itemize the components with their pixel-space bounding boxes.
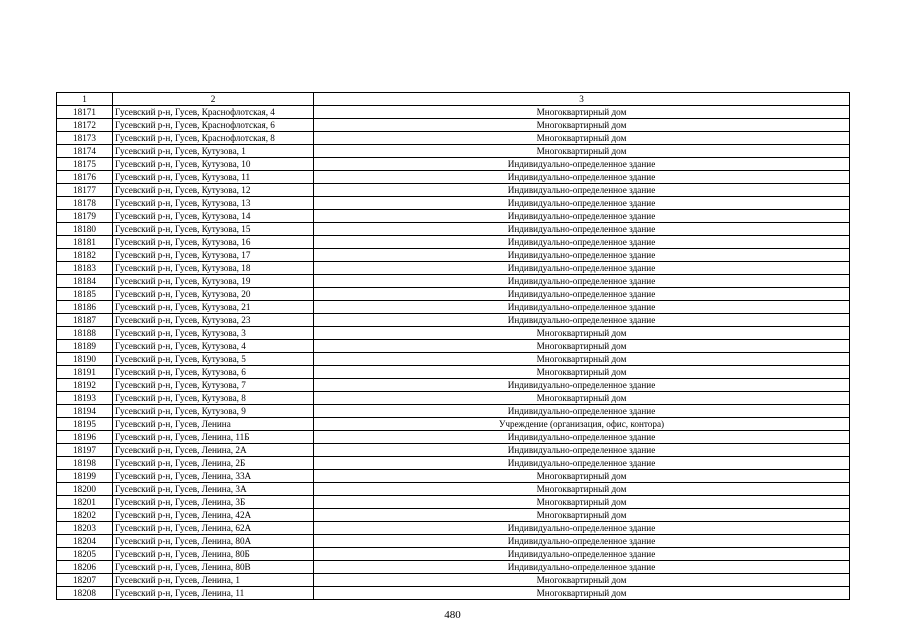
address-cell: Гусевский р-н, Гусев, Ленина, 3Б bbox=[113, 496, 314, 509]
row-number-cell: 18196 bbox=[57, 431, 113, 444]
address-cell: Гусевский р-н, Гусев, Кутузова, 12 bbox=[113, 184, 314, 197]
row-number-cell: 18187 bbox=[57, 314, 113, 327]
address-cell: Гусевский р-н, Гусев, Краснофлотская, 6 bbox=[113, 119, 314, 132]
address-cell: Гусевский р-н, Гусев, Кутузова, 19 bbox=[113, 275, 314, 288]
table-row bbox=[57, 275, 850, 288]
row-number-cell: 18203 bbox=[57, 522, 113, 535]
building-type-cell: Индивидуально-определенное здание bbox=[314, 288, 850, 301]
building-type-cell: Многоквартирный дом bbox=[314, 470, 850, 483]
row-number-cell: 18171 bbox=[57, 106, 113, 119]
table-row bbox=[57, 561, 850, 574]
building-type-cell: Многоквартирный дом bbox=[314, 327, 850, 340]
table-row bbox=[57, 548, 850, 561]
address-cell: Гусевский р-н, Гусев, Кутузова, 20 bbox=[113, 288, 314, 301]
row-number-cell: 18182 bbox=[57, 249, 113, 262]
row-number-cell: 18192 bbox=[57, 379, 113, 392]
address-cell: Гусевский р-н, Гусев, Ленина, 42А bbox=[113, 509, 314, 522]
table-row bbox=[57, 366, 850, 379]
address-cell: Гусевский р-н, Гусев, Ленина, 80Б bbox=[113, 548, 314, 561]
table-row bbox=[57, 132, 850, 145]
address-cell: Гусевский р-н, Гусев, Ленина, 11Б bbox=[113, 431, 314, 444]
row-number-cell: 18207 bbox=[57, 574, 113, 587]
row-number-cell: 18197 bbox=[57, 444, 113, 457]
building-type-cell: Многоквартирный дом bbox=[314, 574, 850, 587]
address-cell: Гусевский р-н, Гусев, Краснофлотская, 8 bbox=[113, 132, 314, 145]
table-row bbox=[57, 327, 850, 340]
building-type-cell: Индивидуально-определенное здание bbox=[314, 548, 850, 561]
row-number-cell: 18183 bbox=[57, 262, 113, 275]
address-cell: Гусевский р-н, Гусев, Кутузова, 17 bbox=[113, 249, 314, 262]
building-type-cell: Индивидуально-определенное здание bbox=[314, 223, 850, 236]
address-cell: Гусевский р-н, Гусев, Кутузова, 11 bbox=[113, 171, 314, 184]
building-type-cell: Индивидуально-определенное здание bbox=[314, 184, 850, 197]
building-type-cell: Многоквартирный дом bbox=[314, 106, 850, 119]
registry-table-body bbox=[57, 93, 850, 600]
address-cell: Гусевский р-н, Гусев, Ленина, 1 bbox=[113, 574, 314, 587]
table-row bbox=[57, 197, 850, 210]
building-type-cell: Индивидуально-определенное здание bbox=[314, 171, 850, 184]
row-number-cell: 18177 bbox=[57, 184, 113, 197]
table-row bbox=[57, 574, 850, 587]
row-number-cell: 18199 bbox=[57, 470, 113, 483]
table-row bbox=[57, 210, 850, 223]
address-cell: Гусевский р-н, Гусев, Ленина, 2Б bbox=[113, 457, 314, 470]
address-cell: Гусевский р-н, Гусев, Краснофлотская, 4 bbox=[113, 106, 314, 119]
building-type-cell: Многоквартирный дом bbox=[314, 340, 850, 353]
table-row bbox=[57, 236, 850, 249]
row-number-cell: 18195 bbox=[57, 418, 113, 431]
row-number-cell: 18202 bbox=[57, 509, 113, 522]
address-cell: Гусевский р-н, Гусев, Кутузова, 8 bbox=[113, 392, 314, 405]
table-row bbox=[57, 392, 850, 405]
address-cell: Гусевский р-н, Гусев, Кутузова, 7 bbox=[113, 379, 314, 392]
header-col-2: 2 bbox=[113, 93, 314, 106]
address-cell: Гусевский р-н, Гусев, Кутузова, 3 bbox=[113, 327, 314, 340]
building-type-cell: Индивидуально-определенное здание bbox=[314, 405, 850, 418]
page-number: 480 bbox=[444, 609, 461, 621]
building-type-cell: Многоквартирный дом bbox=[314, 496, 850, 509]
row-number-cell: 18172 bbox=[57, 119, 113, 132]
table-row bbox=[57, 262, 850, 275]
row-number-cell: 18205 bbox=[57, 548, 113, 561]
building-type-cell: Многоквартирный дом bbox=[314, 132, 850, 145]
building-type-cell: Многоквартирный дом bbox=[314, 145, 850, 158]
address-cell: Гусевский р-н, Гусев, Кутузова, 4 bbox=[113, 340, 314, 353]
building-type-cell: Индивидуально-определенное здание bbox=[314, 444, 850, 457]
table-row bbox=[57, 535, 850, 548]
address-cell: Гусевский р-н, Гусев, Кутузова, 10 bbox=[113, 158, 314, 171]
table-row bbox=[57, 223, 850, 236]
row-number-cell: 18193 bbox=[57, 392, 113, 405]
table-row bbox=[57, 158, 850, 171]
building-type-cell: Индивидуально-определенное здание bbox=[314, 197, 850, 210]
table-row bbox=[57, 145, 850, 158]
document-sheet bbox=[56, 92, 849, 600]
table-row bbox=[57, 405, 850, 418]
building-type-cell: Индивидуально-определенное здание bbox=[314, 431, 850, 444]
building-type-cell: Многоквартирный дом bbox=[314, 483, 850, 496]
address-cell: Гусевский р-н, Гусев, Ленина, 2А bbox=[113, 444, 314, 457]
table-row bbox=[57, 340, 850, 353]
row-number-cell: 18179 bbox=[57, 210, 113, 223]
address-cell: Гусевский р-н, Гусев, Ленина, 80В bbox=[113, 561, 314, 574]
row-number-cell: 18198 bbox=[57, 457, 113, 470]
row-number-cell: 18184 bbox=[57, 275, 113, 288]
building-type-cell: Индивидуально-определенное здание bbox=[314, 314, 850, 327]
address-cell: Гусевский р-н, Гусев, Кутузова, 9 bbox=[113, 405, 314, 418]
address-cell: Гусевский р-н, Гусев, Ленина, 11 bbox=[113, 587, 314, 600]
row-number-cell: 18181 bbox=[57, 236, 113, 249]
table-header-row bbox=[57, 93, 850, 106]
table-row bbox=[57, 522, 850, 535]
address-cell: Гусевский р-н, Гусев, Кутузова, 13 bbox=[113, 197, 314, 210]
building-type-cell: Многоквартирный дом bbox=[314, 392, 850, 405]
row-number-cell: 18201 bbox=[57, 496, 113, 509]
row-number-cell: 18178 bbox=[57, 197, 113, 210]
address-cell: Гусевский р-н, Гусев, Кутузова, 18 bbox=[113, 262, 314, 275]
building-type-cell: Индивидуально-определенное здание bbox=[314, 379, 850, 392]
table-row bbox=[57, 457, 850, 470]
row-number-cell: 18188 bbox=[57, 327, 113, 340]
table-row bbox=[57, 171, 850, 184]
building-type-cell: Многоквартирный дом bbox=[314, 587, 850, 600]
row-number-cell: 18190 bbox=[57, 353, 113, 366]
table-row bbox=[57, 353, 850, 366]
building-type-cell: Индивидуально-определенное здание bbox=[314, 262, 850, 275]
building-type-cell: Многоквартирный дом bbox=[314, 366, 850, 379]
table-row bbox=[57, 184, 850, 197]
header-col-3: 3 bbox=[314, 93, 850, 106]
building-type-cell: Индивидуально-определенное здание bbox=[314, 249, 850, 262]
address-cell: Гусевский р-н, Гусев, Кутузова, 23 bbox=[113, 314, 314, 327]
table-row bbox=[57, 444, 850, 457]
row-number-cell: 18186 bbox=[57, 301, 113, 314]
address-cell: Гусевский р-н, Гусев, Кутузова, 1 bbox=[113, 145, 314, 158]
table-row bbox=[57, 509, 850, 522]
address-cell: Гусевский р-н, Гусев, Ленина, 33А bbox=[113, 470, 314, 483]
table-row bbox=[57, 119, 850, 132]
row-number-cell: 18204 bbox=[57, 535, 113, 548]
building-type-cell: Многоквартирный дом bbox=[314, 509, 850, 522]
table-row bbox=[57, 301, 850, 314]
table-row bbox=[57, 418, 850, 431]
building-type-cell: Индивидуально-определенное здание bbox=[314, 301, 850, 314]
building-type-cell: Индивидуально-определенное здание bbox=[314, 561, 850, 574]
table-row bbox=[57, 483, 850, 496]
address-cell: Гусевский р-н, Гусев, Кутузова, 15 bbox=[113, 223, 314, 236]
building-type-cell: Многоквартирный дом bbox=[314, 353, 850, 366]
address-cell: Гусевский р-н, Гусев, Кутузова, 14 bbox=[113, 210, 314, 223]
row-number-cell: 18175 bbox=[57, 158, 113, 171]
row-number-cell: 18194 bbox=[57, 405, 113, 418]
address-cell: Гусевский р-н, Гусев, Ленина, 80А bbox=[113, 535, 314, 548]
header-col-1: 1 bbox=[57, 93, 113, 106]
building-type-cell: Индивидуально-определенное здание bbox=[314, 158, 850, 171]
address-cell: Гусевский р-н, Гусев, Ленина, 3А bbox=[113, 483, 314, 496]
address-cell: Гусевский р-н, Гусев, Ленина, 62А bbox=[113, 522, 314, 535]
table-row bbox=[57, 431, 850, 444]
row-number-cell: 18200 bbox=[57, 483, 113, 496]
row-number-cell: 18191 bbox=[57, 366, 113, 379]
address-cell: Гусевский р-н, Гусев, Кутузова, 21 bbox=[113, 301, 314, 314]
building-type-cell: Индивидуально-определенное здание bbox=[314, 210, 850, 223]
table-row bbox=[57, 106, 850, 119]
building-type-cell: Индивидуально-определенное здание bbox=[314, 522, 850, 535]
row-number-cell: 18208 bbox=[57, 587, 113, 600]
building-type-cell: Индивидуально-определенное здание bbox=[314, 535, 850, 548]
address-cell: Гусевский р-н, Гусев, Кутузова, 6 bbox=[113, 366, 314, 379]
row-number-cell: 18174 bbox=[57, 145, 113, 158]
table-row bbox=[57, 379, 850, 392]
address-cell: Гусевский р-н, Гусев, Ленина bbox=[113, 418, 314, 431]
address-cell: Гусевский р-н, Гусев, Кутузова, 16 bbox=[113, 236, 314, 249]
registry-table bbox=[56, 92, 850, 600]
building-type-cell: Многоквартирный дом bbox=[314, 119, 850, 132]
building-type-cell: Индивидуально-определенное здание bbox=[314, 275, 850, 288]
table-row bbox=[57, 587, 850, 600]
address-cell: Гусевский р-н, Гусев, Кутузова, 5 bbox=[113, 353, 314, 366]
row-number-cell: 18189 bbox=[57, 340, 113, 353]
building-type-cell: Индивидуально-определенное здание bbox=[314, 236, 850, 249]
row-number-cell: 18176 bbox=[57, 171, 113, 184]
building-type-cell: Индивидуально-определенное здание bbox=[314, 457, 850, 470]
building-type-cell: Учреждение (организация, офис, контора) bbox=[314, 418, 850, 431]
table-row bbox=[57, 314, 850, 327]
table-row bbox=[57, 249, 850, 262]
row-number-cell: 18173 bbox=[57, 132, 113, 145]
row-number-cell: 18185 bbox=[57, 288, 113, 301]
row-number-cell: 18206 bbox=[57, 561, 113, 574]
table-row bbox=[57, 496, 850, 509]
row-number-cell: 18180 bbox=[57, 223, 113, 236]
table-row bbox=[57, 470, 850, 483]
table-row bbox=[57, 288, 850, 301]
